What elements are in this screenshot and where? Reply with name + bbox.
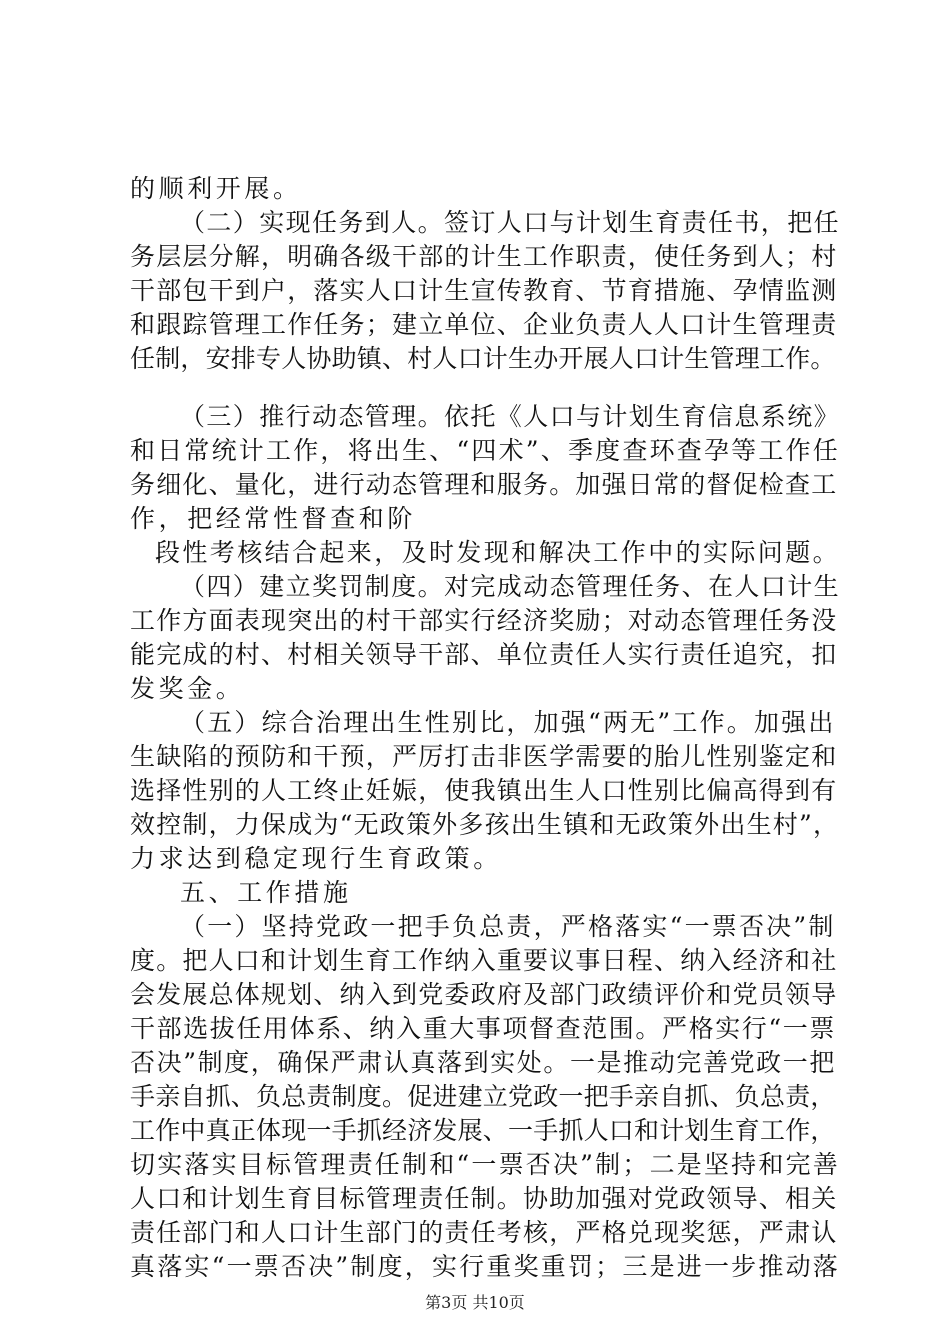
text-line: 生缺陷的预防和干预，严厉打击非医学需要的胎儿性别鉴定和 xyxy=(130,742,838,771)
page-number: 第3页 共10页 xyxy=(425,1293,525,1312)
text-line: 手亲自抓、负总责制度。促进建立党政一把手亲自抓、负总责， xyxy=(130,1082,836,1111)
text-line: 会发展总体规划、纳入到党委政府及部门政绩评价和党员领导 xyxy=(130,980,838,1009)
text-line: 真落实“一票否决”制度，实行重奖重罚；三是进一步推动落 xyxy=(130,1252,840,1281)
text-line: （五）综合治理出生性别比，加强“两无”工作。加强出 xyxy=(180,708,836,737)
text-line: 和日常统计工作，将出生、“四术”、季度查环查孕等工作任 xyxy=(130,436,840,465)
text-line: 的顺利开展。 xyxy=(130,174,302,203)
text-line: （二）实现任务到人。签订人口与计划生育责任书，把任 xyxy=(180,208,841,237)
text-line: 选择性别的人工终止妊娠，使我镇出生人口性别比偏高得到有 xyxy=(130,776,838,805)
text-line: 段性考核结合起来，及时发现和解决工作中的实际问题。 xyxy=(155,538,841,567)
text-line: （一）坚持党政一把手负总责，严格落实“一票否决”制 xyxy=(180,912,836,941)
text-line: 工作中真正体现一手抓经济发展、一手抓人口和计划生育工作， xyxy=(130,1116,836,1145)
text-line: 切实落实目标管理责任制和“一票否决”制；二是坚持和完善 xyxy=(130,1150,840,1179)
section-heading: 五、工作措施 xyxy=(180,878,352,907)
text-line: 作，把经常性督查和阶 xyxy=(130,504,417,533)
text-line: 发奖金。 xyxy=(130,674,245,703)
text-line: 任制，安排专人协助镇、村人口计生办开展人口计生管理工作。 xyxy=(130,344,836,373)
text-line: 和跟踪管理工作任务；建立单位、企业负责人人口计生管理责 xyxy=(130,310,838,339)
text-line: 效控制，力保成为“无政策外多孩出生镇和无政策外出生村”， xyxy=(130,810,840,839)
text-line: 否决”制度，确保严肃认真落到实处。一是推动完善党政一把 xyxy=(130,1048,836,1077)
text-line: 人口和计划生育目标管理责任制。协助加强对党政领导、相关 xyxy=(130,1184,838,1213)
text-line: 力求达到稳定现行生育政策。 xyxy=(130,844,502,873)
text-line: 工作方面表现突出的村干部实行经济奖励；对动态管理任务没 xyxy=(130,606,838,635)
text-line: （四）建立奖罚制度。对完成动态管理任务、在人口计生 xyxy=(180,572,841,601)
text-line: （三）推行动态管理。依托《人口与计划生育信息系统》 xyxy=(180,402,841,431)
text-line: 务层层分解，明确各级干部的计生工作职责，使任务到人；村 xyxy=(130,242,838,271)
text-line: 干部选拔任用体系、纳入重大事项督查范围。严格实行“一票 xyxy=(130,1014,836,1043)
text-line: 度。把人口和计划生育工作纳入重要议事日程、纳入经济和社 xyxy=(130,946,838,975)
text-line: 能完成的村、村相关领导干部、单位责任人实行责任追究，扣 xyxy=(130,640,838,669)
text-line: 干部包干到户，落实人口计生宣传教育、节育措施、孕情监测 xyxy=(130,276,838,305)
text-line: 责任部门和人口计生部门的责任考核，严格兑现奖惩，严肃认 xyxy=(130,1218,838,1247)
text-line: 务细化、量化，进行动态管理和服务。加强日常的督促检查工 xyxy=(130,470,838,499)
